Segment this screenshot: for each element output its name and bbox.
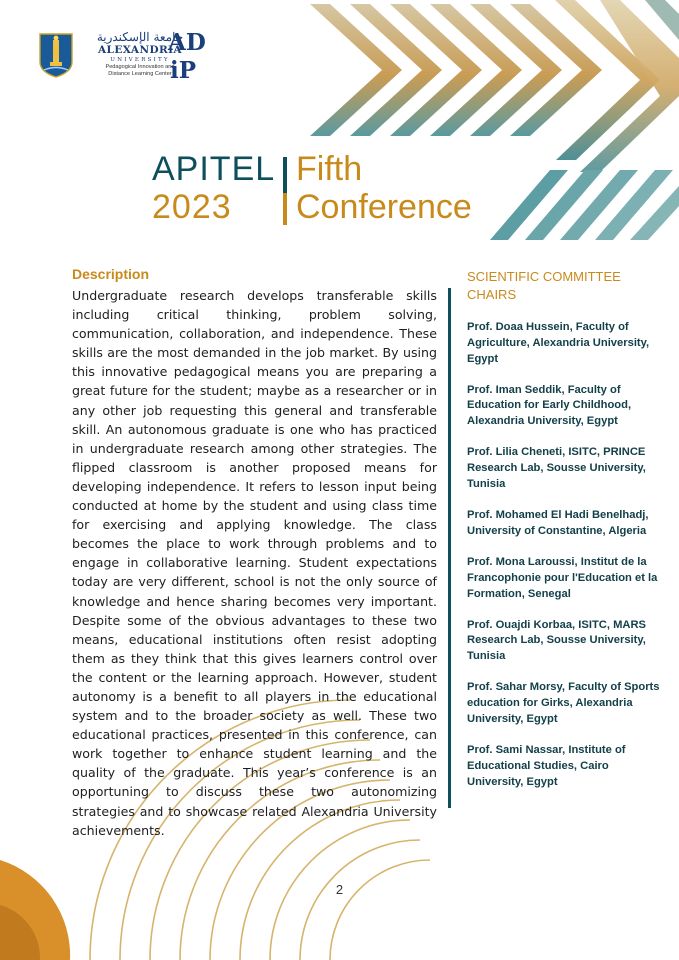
committee-heading: SCIENTIFIC COMMITTEE CHAIRS	[467, 269, 621, 302]
header-logos	[38, 28, 228, 84]
adip-logo-bottom: iP	[170, 57, 197, 84]
title-right	[296, 150, 472, 226]
center-name-line2: Distance Learning Center	[108, 71, 172, 77]
committee-member: Prof. Sami Nassar, Institute of Educational Studies, Cairo University, Egypt	[467, 744, 626, 788]
committee-member: Prof. Mohamed El Hadi Benelhadj, University of Constantine, Algeria	[467, 509, 649, 537]
chevron-pattern	[310, 0, 679, 172]
committee-member: Prof. Mona Laroussi, Institut de la Francophonie pour l'Education et la Formation, Senegal	[467, 555, 658, 600]
description-body: Undergraduate research develops transferable skills including critical thinking, problem solving, communication, collaboration, and independence. These skills are the most demanded in the job market. By using this innovative pedagogical means you are preparing a great future for the student; maybe as a researcher or in any other job requesting this general and transferable skill. An autonomous graduate is one who has practiced in undergraduate research among other strategies. The flipped classroom is another proposed means for developing independence. It refers to lesson input being conducted at home by the student and using class time for exercising and applying knowledge. The class becomes the place to work through problems and to engage in collaborative learning. Student expectations today are very different, school is not the only source of knowledge and hence sharing becomes very important. Despite some of the obvious advantages to these two means, educational institutions often resist adopting them as they think that this gives learners control over the content or the learning approach. However, student autonomy is a benefit to all players in the educational system and to the broader society as well. These two educational practices, presented in this conference, can work together to enhance student learning and the quality of the graduate. This year’s conference is an opportuning to discuss these two autonomizing strategies and to showcase related Alexandria University achievements.	[72, 288, 437, 838]
adip-logo-top: AD	[168, 29, 206, 56]
university-name: ALEXANDRIA	[98, 44, 182, 56]
center-name-line1: Pedagogical Innovation and	[105, 64, 175, 70]
committee-member: Prof. Lilia Cheneti, ISITC, PRINCE Research Lab, Sousse University, Tunisia	[467, 446, 646, 490]
description-heading: Description	[72, 266, 150, 282]
committee-member: Prof. Iman Seddik, Faculty of Education for Early Childhood, Alexandria University, Egypt	[467, 383, 632, 428]
title-conference: Conference	[296, 188, 472, 226]
title-divider-accent	[283, 193, 287, 225]
title-left	[152, 150, 276, 226]
page-number: 2	[335, 882, 344, 897]
title-year: 2023	[152, 188, 232, 226]
diagonal-stripes	[490, 170, 679, 240]
committee-member: Prof. Doaa Hussein, Faculty of Agriculture, Alexandria University, Egypt	[467, 321, 650, 365]
committee-divider	[448, 288, 451, 808]
university-shield-logo	[38, 32, 74, 78]
title-fifth: Fifth	[296, 150, 363, 188]
adip-logo	[166, 28, 224, 84]
university-subtitle: UNIVERSITY	[110, 57, 170, 63]
committee-member: Prof. Ouajdi Korbaa, ISITC, MARS Research Lab, Sousse University, Tunisia	[467, 618, 647, 663]
university-arabic-name: جامعة الإسكندرية	[96, 30, 184, 44]
committee-list	[467, 320, 667, 806]
title-apitel: APITEL	[152, 150, 276, 188]
committee-member: Prof. Sahar Morsy, Faculty of Sports education for Girks, Alexandria University, Egypt	[467, 681, 660, 725]
